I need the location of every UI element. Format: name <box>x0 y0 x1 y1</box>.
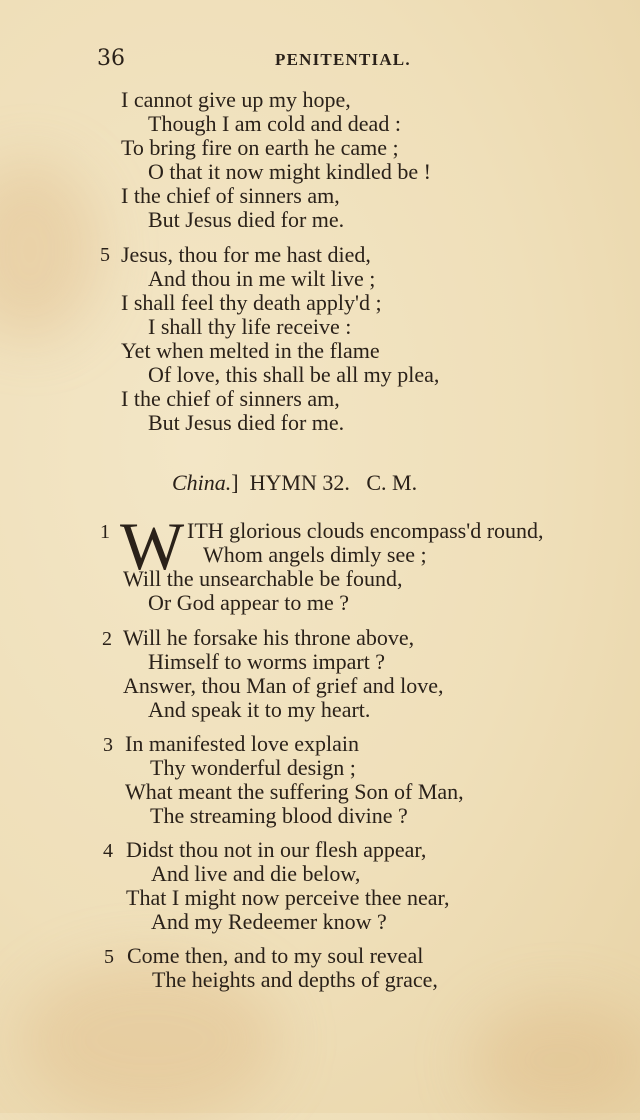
verse-line: Will the unsearchable be found, <box>123 566 403 591</box>
verse-line: Whom angels dimly see ; <box>203 542 427 567</box>
verse-number: 5 <box>104 946 114 968</box>
prev-line: I cannot give up my hope, <box>121 87 351 112</box>
verse-line: In manifested love explain <box>125 731 359 756</box>
verse-line: ITH glorious clouds encompass'd round, <box>187 518 544 543</box>
verse-line: The heights and depths of grace, <box>152 967 438 992</box>
prev-line: But Jesus died for me. <box>148 207 345 232</box>
prev-line: O that it now might kindled be ! <box>148 159 431 184</box>
verse-number: 2 <box>102 628 112 650</box>
verse-line: Or God appear to me ? <box>148 590 349 615</box>
verse-line: Himself to worms impart ? <box>148 649 386 674</box>
verse-line: Will he forsake his throne above, <box>123 625 415 650</box>
verse-line: Answer, thou Man of grief and love, <box>123 673 444 698</box>
prev-line: I the chief of sinners am, <box>121 183 340 208</box>
verse-line: Come then, and to my soul reveal <box>127 943 424 968</box>
verse-line: What meant the suffering Son of Man, <box>125 779 464 804</box>
page-number: 36 <box>97 46 125 71</box>
verse-line: That I might now perceive thee near, <box>126 885 450 910</box>
bracket: ] <box>231 470 239 495</box>
verse-line: I shall feel thy death apply'd ; <box>121 290 382 315</box>
verse-number: 1 <box>100 521 110 543</box>
running-title: PENITENTIAL. <box>275 50 411 69</box>
verse-line: Didst thou not in our flesh appear, <box>126 837 427 862</box>
hymn-heading <box>172 470 417 496</box>
verse-line: I the chief of sinners am, <box>121 386 340 411</box>
verse-line: But Jesus died for me. <box>148 410 345 435</box>
prev-line: To bring fire on earth he came ; <box>121 135 399 160</box>
verse-line: And thou in me wilt live ; <box>148 266 376 291</box>
verse-line: The streaming blood divine ? <box>150 803 408 828</box>
hymn-meter: C. M. <box>366 470 418 495</box>
verse-line: And speak it to my heart. <box>148 697 371 722</box>
drop-cap: W <box>120 508 185 584</box>
verse-line: I shall thy life receive : <box>148 314 352 339</box>
verse-line: Of love, this shall be all my plea, <box>148 362 440 387</box>
verse-line: And my Redeemer know ? <box>151 909 387 934</box>
verse-line: Thy wonderful design ; <box>150 755 356 780</box>
verse-line: Yet when melted in the flame <box>121 338 380 363</box>
prev-line: Though I am cold and dead : <box>148 111 401 136</box>
verse-line: Jesus, thou for me hast died, <box>121 242 371 267</box>
verse-number: 4 <box>103 840 113 862</box>
tune-name: China. <box>172 470 232 495</box>
verse-line: And live and die below, <box>151 861 361 886</box>
verse-number: 5 <box>100 244 110 266</box>
hymn-title: HYMN 32. <box>249 470 350 495</box>
verse-number: 3 <box>103 734 113 756</box>
